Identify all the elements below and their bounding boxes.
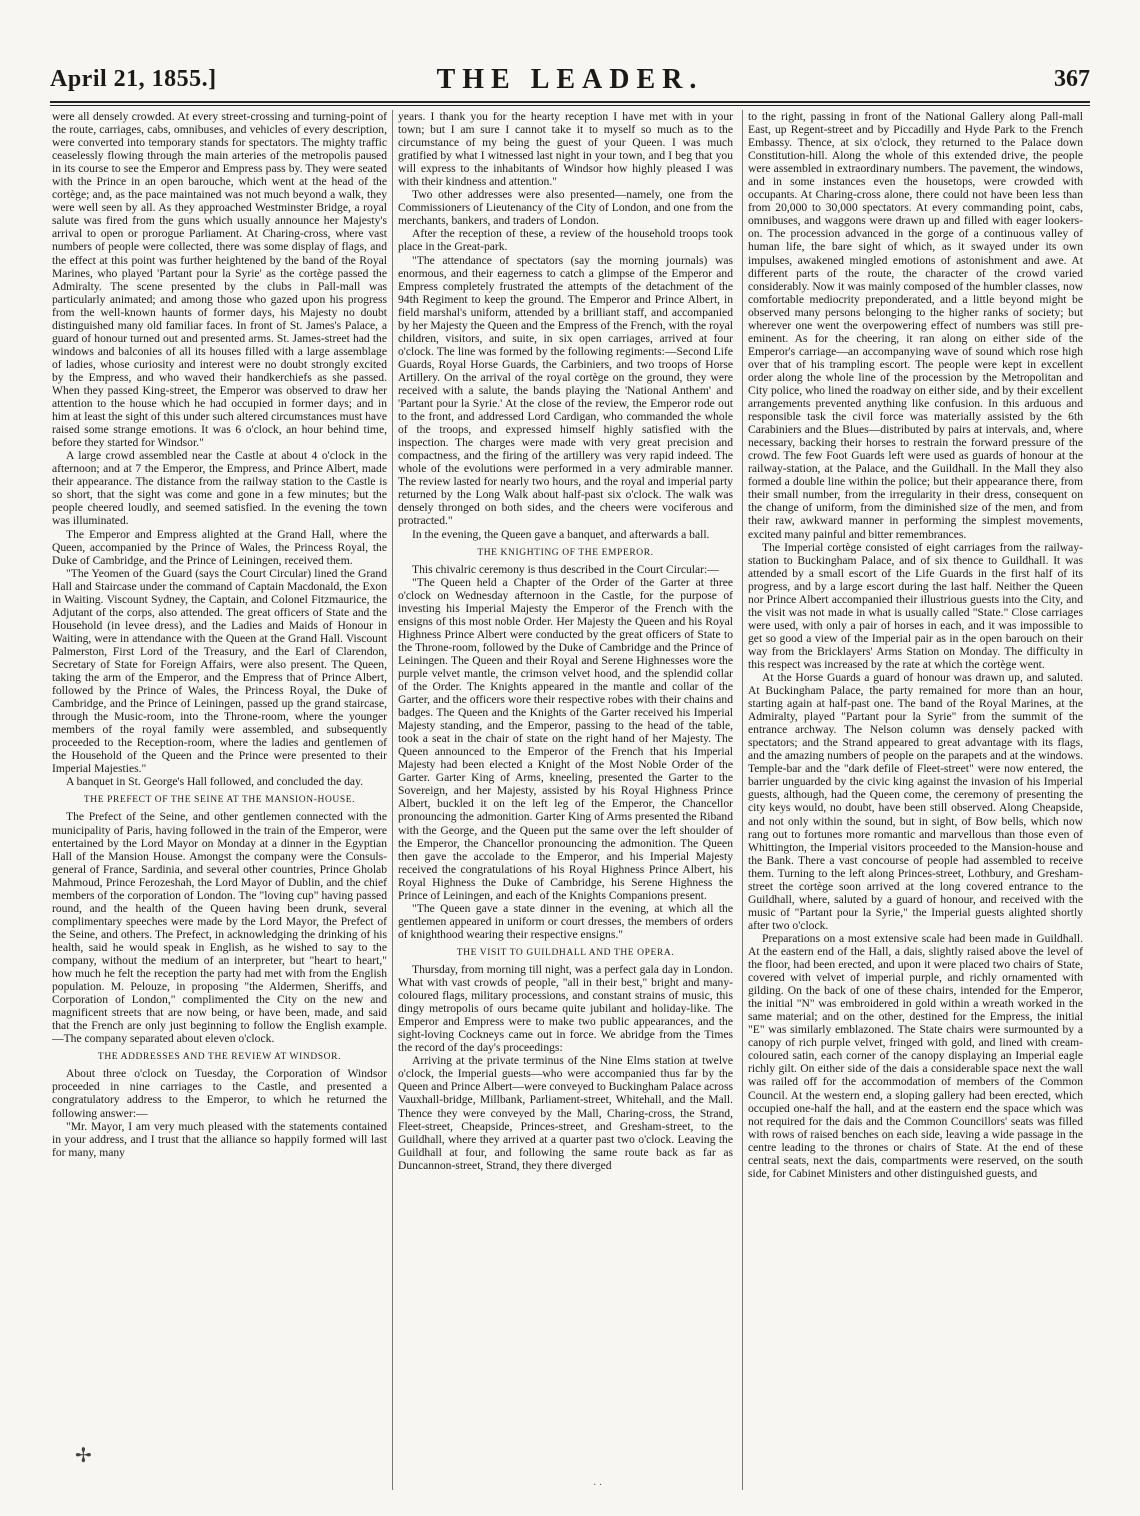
paragraph: to the right, passing in front of the National Gallery along Pall-mall East, up Regent-street and by Piccadilly and Hyde Park to the French Embassy. Thence, at six o'clock, they returned to the Palace down Constitution-hill. Along the whole of this extended drive, the people were assembled in extraordinary numbers. The pavement, the windows, and in some instances even the housetops, were crowded with occupants. At Charing-cross alone, there could not have been less than from 20,000 to 30,000 spectators. At every commanding point, cabs, omnibuses, and waggons were drawn up and filled with eager lookers-on. The procession advanced in the gorge of a continuous valley of human life, the bare sight of which, as it swayed under its own impulses, awakened mingled emotions of astonishment and awe. At different parts of the route, the character of the crowd varied considerably. Now it was mainly composed of the humbler classes, now comfortable mediocrity preponderated, and a little beyond might be observed many persons belonging to the higher ranks of society; but wherever one went the overpowering effect of numbers was still pre-eminent. As for the cheering, it ran along on either side of the Emperor's carriage—an accompanying wave of sound which rose high over that of his trampling escort. The people were kept in excellent order along the whole line of the procession by the Metropolitan and City police, who lined the roadway on either side, and by their excellent arrangements prevented anything like confusion. In this arduous and responsible task the civil force was materially assisted by the 6th Carabiniers and the Blues—distributed by pairs at intervals, and, where necessary, backing their horses to restrain the forward pressure of the crowd. The few Foot Guards left were used as guards of honour at the railway-station, at the Palace, and the Guildhall. In the Mall they also formed a double line within the police; but their appearance there, from their small number, from the irregularity in their dress, consequent on the change of uniform, from the diminished size of the men, and from their raw, awkward manner in performing the simplest movements, excited many painful and bitter remembrances. [748,110,1083,541]
column-2 [398,110,733,1490]
paragraph: Arriving at the private terminus of the Nine Elms station at twelve o'clock, the Imperial guests—who were accompanied thus far by the Queen and Prince Albert—were conveyed to Buckingham Palace across Vauxhall-bridge, Millbank, Parliament-street, Whitehall, and the Mall. Thence they were conveyed by the Mall, Charing-cross, the Strand, Fleet-street, Cheapside, Princes-street, and Gresham-street, to the Guildhall, where they arrived at a quarter past two o'clock. Leaving the Guildhall at four, and following the same route back as far as Duncannon-street, Strand, they there diverged [398,1054,733,1172]
quoted-paragraph: "The attendance of spectators (say the morning journals) was enormous, and their eagerness to catch a glimpse of the Emperor and Empress completely frustrated the attempts of the detachment of the 94th Regiment to keep the ground. The Emperor and Prince Albert, in field marshal's uniform, attended by a brilliant staff, and accompanied by her Majesty the Queen and the Empress of the French, with the royal children, visitors, and suite, in six open carriages, arrived at four o'clock. The line was formed by the following regiments:—Second Life Guards, Royal Horse Guards, the Carbiniers, and two troops of Horse Artillery. On the arrival of the royal cortège on the ground, they were received with a salute, the bands playing the 'National Anthem' and 'Partant pour la Syrie.' At the close of the review, the Emperor rode out to the front, and addressed Lord Cardigan, who commanded the whole of the troops, and expressed himself highly satisfied with the inspection. The charges were made with very great precision and compactness, and the firing of the artillery was very rapid indeed. The whole of the evolutions were performed in a very admirable manner. The review lasted for nearly two hours, and the royal and imperial party returned by the Long Walk about half-past six o'clock. The walk was densely thronged on both sides, and the cheers were vociferous and protracted." [398,253,733,528]
quoted-paragraph: "The Queen held a Chapter of the Order of the Garter at three o'clock on Wednesday afternoon in the Castle, for the purpose of investing his Imperial Majesty the Emperor of the French with the ensigns of this most noble Order. Her Majesty the Queen and his Royal Highness Prince Albert were conducted by the great officers of State to the Throne-room, followed by the Duke of Cambridge and the Prince of Leiningen. The Queen and their Royal and Serene Highnesses wore the purple velvet mantle, the crimson velvet hood, and the splendid collar of the Order. The Knights appeared in the mantle and collar of the Garter, and the officers wore their respective robes with their chains and badges. The Queen and the Knights of the Garter received his Imperial Majesty standing, and the Emperor, passing to the head of the table, took a seat in the chair of state on the right hand of her Majesty. The Queen announced to the Emperor of the French that his Imperial Majesty had been elected a Knight of the Most Noble Order of the Garter. Garter King of Arms, kneeling, presented the Garter to the Sovereign, and her Majesty, assisted by his Royal Highness Prince Albert, buckled it on the left leg of the Emperor, the Chancellor pronouncing the admonition. Garter King of Arms presented the Riband with the George, and the Queen put the same over the left shoulder of the Emperor, the Chancellor pronouncing the admonition. The Queen then gave the accolade to the Emperor, and his Imperial Majesty received the congratulations of his Royal Highness Prince Albert, his Royal Highness the Duke of Cambridge, his Serene Highness the Prince of Leiningen, and each of the Knights Companions present. [398,575,733,902]
quoted-paragraph: "The Queen gave a state dinner in the evening, at which all the gentlemen appeared in uniform or court dresses, the members of orders of knighthood wearing their respective ensigns." [398,901,733,941]
column-divider [392,110,393,1490]
section-heading: THE KNIGHTING OF THE EMPEROR. [477,547,654,558]
printer-mark-icon: ✢ [75,1445,92,1467]
page-number: 367 [1054,66,1090,92]
paragraph: A large crowd assembled near the Castle at about 4 o'clock in the afternoon; and at 7 the Emperor, the Empress, and Prince Albert, made their appearance. The distance from the railway station to the Castle is so short, that the sight was come and gone in a few minutes; but the people cheered loudly, and seemed satisfied. In the evening the town was illuminated. [52,449,387,528]
column-divider [742,110,743,1490]
page-dots: · · [593,1480,603,1491]
header-rule-thin [50,105,1090,106]
paragraph: The Prefect of the Seine, and other gentlemen connected with the municipality of Paris, having followed in the train of the Emperor, were entertained by the Lord Mayor on Monday at a dinner in the Egyptian Hall of the Mansion House. Amongst the company were the Consuls-general of France, Sardinia, and several other countries, Prince Gholab Mahmoud, Prince Ferozeshah, the Lord Mayor of Dublin, and the chief members of the corporation of London. The "loving cup" having passed round, and the health of the Queen having been drunk, several complimentary speeches were made by the Lord Mayor, the Prefect of the Seine, and others. The Prefect, in acknowledging the drinking of his health, said he would speak in English, as he wished to say to the company, without the medium of an interpreter, but "heart to heart," how much he felt the reception the party had met with from the English population. M. Pelouze, in proposing "the Aldermen, Sheriffs, and Corporation of London," complimented the City on the new and magnificent streets that are now being, or have been, made, and said that the French are only just beginning to follow the English example.—The company separated about eleven o'clock. [52,810,387,1046]
paragraph: This chivalric ceremony is thus described in the Court Circular:— [412,562,719,576]
section-heading: THE ADDRESSES AND THE REVIEW AT WINDSOR. [97,1052,342,1063]
newspaper-title: THE LEADER. [436,64,704,95]
paragraph: Two other addresses were also presented—namely, one from the Commissioners of Lieutenancy of the City of London, and one from the merchants, bankers, and traders of London. [398,188,733,228]
paragraph: Preparations on a most extensive scale had been made in Guildhall. At the eastern end of the Hall, a dais, slightly raised above the level of the floor, had been erected, and upon it were placed two chairs of State, covered with velvet of imperial purple, and richly ornamented with gilding. On the back of one of these chairs, intended for the Emperor, the initial "N" was embroidered in gold within a wreath worked in the same material; and on the other, destined for the Empress, the initial "E" was similarly emblazoned. The State chairs were surmounted by a canopy of rich purple velvet, fringed with gold, and lined with cream-coloured satin, each corner of the canopy displaying an Imperial eagle richly gilt. On either side of the dais a considerable space next the wall was railed off for the accommodation of members of the Common Council. At the western end, a sloping gallery had been erected, which occupied one-half the hall, and at the eastern end the space which was not required for the dais and the Common Councillors' seats was filled with rows of raised benches on each side, leaving a wide passage in the centre leading to the thrones or chairs of State. At the end of these central seats, next the dais, compartments were reserved, on the south side, for Cabinet Ministers and other distinguished guests, and [748,931,1083,1180]
masthead [50,62,1090,102]
paragraph: At the Horse Guards a guard of honour was drawn up, and saluted. At Buckingham Palace, the party remained for more than an hour, starting again at half-past one. The band of the Royal Marines, at the Admiralty, played "Partant pour la Syrie" from the summit of the entrance archway. The Nelson column was densely packed with spectators; and the Strand appeared to great advantage with its flags, and the amazing numbers of people on the parapets and at the windows. Temple-bar and the "dark defile of Fleet-street" were now entered, the barrier unguarded by the civic king against the invasion of his Imperial guests, although, had the Queen come, the ceremony of presenting the city keys would, no doubt, have been still observed. Along Cheapside, and not only within the sound, but in sight, of Bow bells, which now rang out to fortunes more romantic and marvellous than those even of Whittington, the Imperial visitors proceeded to the Mansion-house and the Bank. There a vast concourse of people had assembled to receive them. Turning to the left along Princes-street, Lothbury, and Gresham-street the cortège soon arrived at the long covered entrance to the Guildhall, where, saluted by a guard of honour, and received with the music of "Partant pour la Syrie," the Imperial guests alighted shortly after two o'clock. [748,671,1083,932]
column-1 [52,110,387,1490]
paragraph: The Emperor and Empress alighted at the Grand Hall, where the Queen, accompanied by the Prince of Wales, the Princess Royal, the Duke of Cambridge, and the Prince of Leiningen, received them. [52,527,387,567]
section-heading: THE PREFECT OF THE SEINE AT THE MANSION-HOUSE. [83,795,356,806]
paragraph: The Imperial cortège consisted of eight carriages from the railway-station to Buckingham Palace, and of six thence to Guildhall. It was attended by a small escort of the Life Guards in the first half of its progress, and by a large escort during the last half. Neither the Queen nor Prince Albert accompanied their illustrious guests into the City, and the visit was not made in what is usually called "State." Close carriages were used, with only a pair of horses in each, and it was impossible to get so good a view of the Imperial pair as in the open barouch on their way from the Bricklayers' Arms Station on Monday. The difficulty in this respect was increased by the rate at which the cortège went. [748,540,1083,671]
paragraph: years. I thank you for the hearty reception I have met with in your town; but I am sure I cannot take it to myself so much as to the circumstance of my being the guest of your Queen. I was much gratified by what I witnessed last night in your town, and I beg that you will express to the inhabitants of Windsor how highly pleased I was with their kindness and attention." [398,110,733,189]
quoted-paragraph: "Mr. Mayor, I am very much pleased with the statements contained in your address, and I trust that the alliance so happily formed will last for many, many [52,1119,387,1159]
paragraph: A banquet in St. George's Hall followed, and concluded the day. [66,775,364,789]
issue-date: April 21, 1855.] [50,66,217,92]
paragraph: Thursday, from morning till night, was a perfect gala day in London. What with vast crowds of people, "all in their best," bright and many-coloured flags, military processions, and constant strains of music, this dingy metropolis of ours became quite jubilant and holiday-like. The Emperor and Empress were to make two public appearances, and the sight-loving Cockneys came out in force. We abridge from the Times the record of the day's proceedings: [398,963,733,1055]
section-heading: THE VISIT TO GUILDHALL AND THE OPERA. [456,947,675,958]
paragraph: About three o'clock on Tuesday, the Corporation of Windsor proceeded in nine carriages to the Castle, and presented a congratulatory address to the Emperor, to which he returned the following answer:— [52,1067,387,1120]
column-3 [748,110,1083,1490]
paragraph: After the reception of these, a review of the household troops took place in the Great-park. [398,227,733,254]
header-rule [50,101,1090,103]
paragraph: were all densely crowded. At every street-crossing and turning-point of the route, carriages, cabs, omnibuses, and vehicles of every description, were converted into temporary stands for spectators. The mighty traffic ceaselessly flowing through the main arteries of the metropolis paused in its course to see the Emperor and Empress pass by. They were seated with the Prince in an open barouche, which went at the head of the cortège; and, as the pace maintained was not much beyond a walk, they were well seen by all. As they approached Westminster Bridge, a royal salute was fired from the guns which usually announce her Majesty's arrival to open or prorogue Parliament. At Charing-cross, where vast numbers of people were collected, there was some display of flags, and the effect at this point was further heightened by the band of the Royal Marines, who played 'Partant pour la Syrie' as the cortège passed the Admiralty. The scene presented by the clubs in Pall-mall was particularly animated; and among those who gazed upon his progress from the well-known haunts of former days, his Majesty no doubt distinguished many old familiar faces. In front of St. James's Palace, a guard of honour turned out and presented arms. St. James-street had the windows and balconies of all its houses filled with a large assemblage of ladies, whose curiosity and interest were no doubt strongly excited by the Empress, and who waved their handkerchiefs as she passed. When they passed King-street, the Emperor was observed to draw her attention to the house which he had occupied in former days; and in him at least the sight of this under such altered circumstances must have raised some strange emotions. It was 6 o'clock, an hour behind time, before they started for Windsor." [52,110,387,450]
quoted-paragraph: "The Yeomen of the Guard (says the Court Circular) lined the Grand Hall and Staircase under the command of Captain Macdonald, the Exon in Waiting. Viscount Sydney, the Captain, and Colonel Fitzmaurice, the Adjutant of the corps, also attended. The great officers of State and the Household (in levee dress), and the Ladies and Maids of Honour in Waiting, were in attendance with the Queen at the Grand Hall. Viscount Palmerston, First Lord of the Treasury, and the Earl of Clarendon, Secretary of State for Foreign Affairs, were also present. The Queen, taking the arm of the Emperor, and the Empress that of Prince Albert, followed by the Prince of Wales, the Princess Royal, the Duke of Cambridge, and the Prince of Leiningen, passed up the grand staircase, through the Music-room, into the Throne-room, where the younger members of the royal family were assembled, and subsequently proceeded to the Reception-room, where the ladies and gentlemen of the Household of the Queen and the Prince were presented to their Imperial Majesties." [52,566,387,776]
paragraph: In the evening, the Queen gave a banquet, and afterwards a ball. [412,527,710,541]
